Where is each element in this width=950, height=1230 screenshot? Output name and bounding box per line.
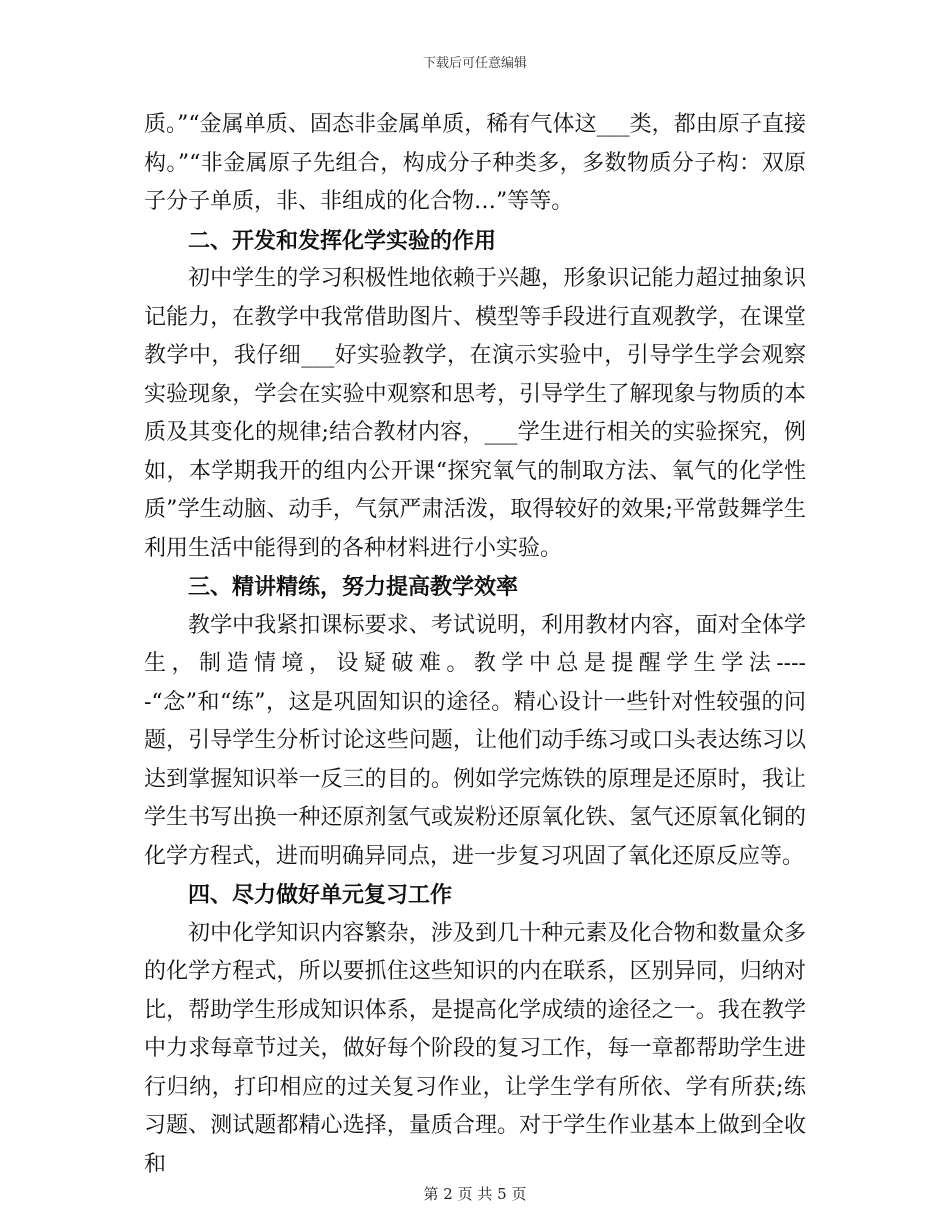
- page-footer: 第 2 页 共 5 页: [423, 1185, 527, 1203]
- section-heading-2: 二、开发和发挥化学实验的作用: [188, 227, 497, 254]
- section-heading-4: 四、尽力做好单元复习工作: [188, 882, 453, 908]
- paragraph-continued: 质。”“金属单质、固态非金属单质，稀有气体这___类，都由原子直接构。”“非金属原子先组合，构成分子种类多，多数物质分子构：双原子分子单质，非、非组成的化合物…”等等。: [144, 112, 806, 214]
- section-heading-3: 三、精讲精练，努力提高教学效率: [188, 574, 519, 600]
- page-header: 下载后可任意编辑: [422, 56, 527, 71]
- paragraph-experiments: 初中学生的学习积极性地依赖于兴趣，形象识记能力超过抽象识记能力，在教学中我常借助图片、模型等手段进行直观教学，在课堂教学中，我仔细___好实验教学，在演示实验中，引导学生学会观察实验现象，学会在实验中观察和思考，引导学生了解现象与物质的本质及其变化的规律;结合教材内容，___学生进行相关的实验探究，例如，本学期我开的组内公开课“探究氧气的制取方法、氧气的化学性质”学生动脑、动手，气氛严肃活泼，取得较好的效果;平常鼓舞学生利用生活中能得到的各种材料进行小实验。: [144, 266, 806, 561]
- paragraph-review: 初中化学知识内容繁杂，涉及到几十种元素及化合物和数量众多的化学方程式，所以要抓住这些知识的内在联系，区别异同，归纳对比，帮助学生形成知识体系，是提高化学成绩的途径之一。我在教学中力求每章节过关，做好每个阶段的复习工作，每一章都帮助学生进行归纳，打印相应的过关复习作业，让学生学有所依、学有所获;练习题、测试题都精心选择，量质合理。对于学生作业基本上做到全收和: [144, 920, 806, 1177]
- paragraph-efficiency: 教学中我紧扣课标要求、考试说明，利用教材内容，面对全体学生，制造情境，设疑破难。教学中总是提醒学生学法-----“念”和“练”，这是巩固知识的途径。精心设计一些针对性较强的问题，引导学生分析讨论这些问题，让他们动手练习或口头表达练习以达到掌握知识举一反三的目的。例如学完炼铁的原理是还原时，我让学生书写出换一种还原剂氢气或炭粉还原氧化铁、氢气还原氧化铜的化学方程式，进而明确异同点，进一步复习巩固了氧化还原反应等。: [144, 612, 806, 869]
- document-body: [144, 106, 806, 1184]
